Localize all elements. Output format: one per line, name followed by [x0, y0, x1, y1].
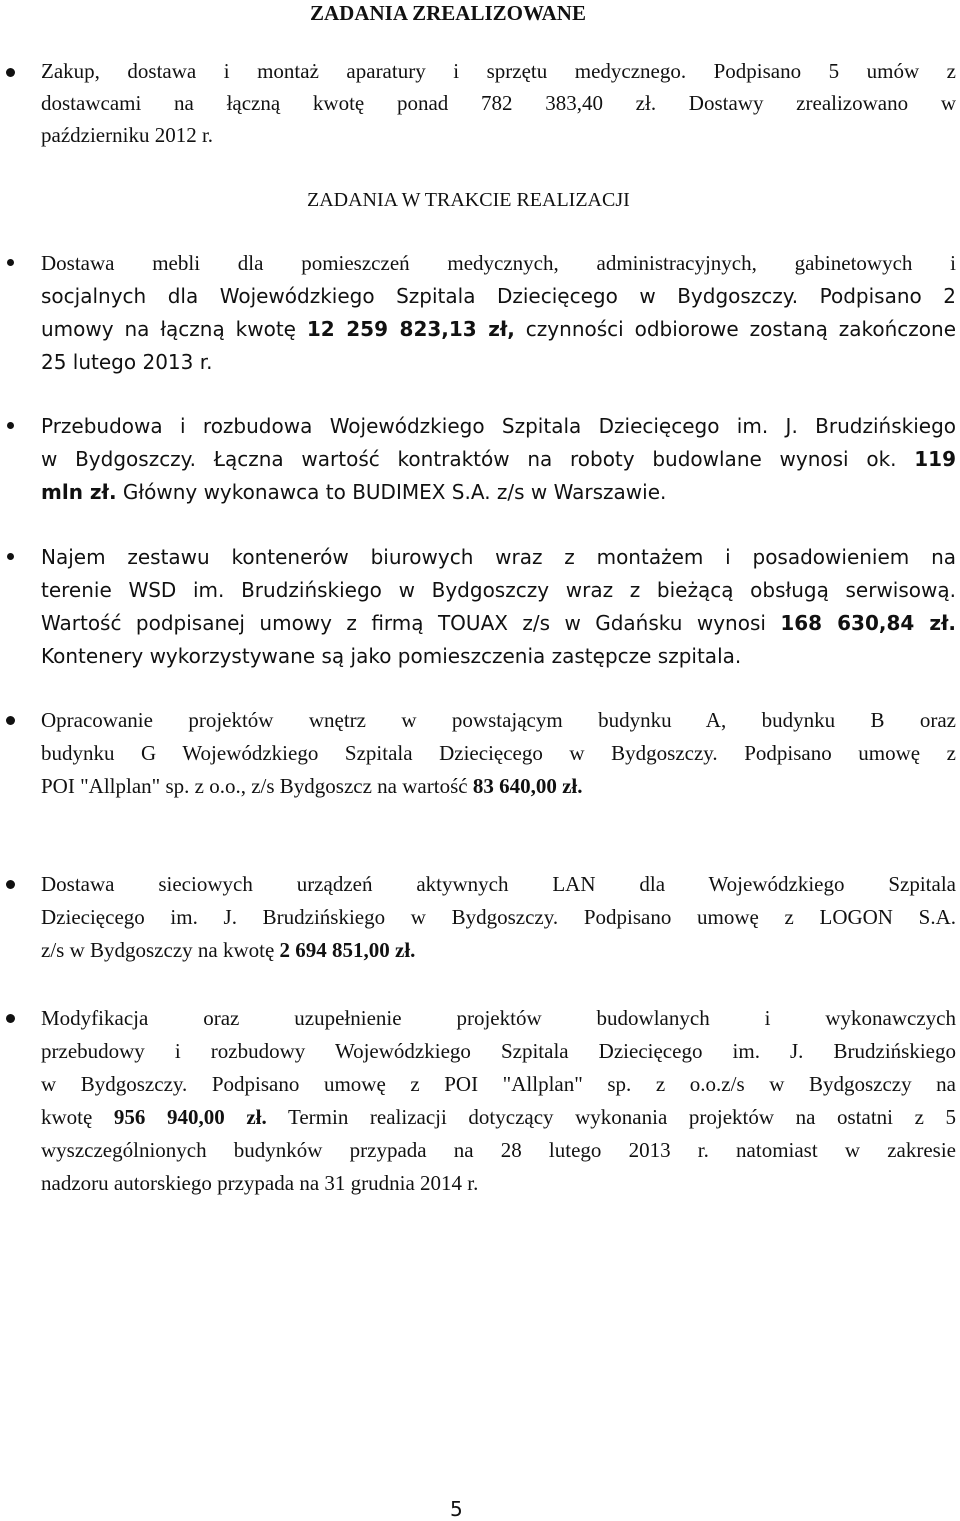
list-item-line: 25 lutego 2013 r. — [41, 350, 213, 374]
list-item-line: Dostawa sieciowych urządzeń aktywnych LAN dla Wojewódzkiego Szpitala — [41, 872, 956, 896]
list-item-line: Modyfikacja oraz uzupełnienie projektów budowlanych i wykonawczych — [41, 1006, 956, 1030]
list-item-line: terenie WSD im. Brudzińskiego w Bydgoszczy wraz z bieżącą obsługą serwisową. — [41, 578, 956, 602]
list-item-in-progress-6 — [41, 1002, 956, 1200]
list-item-in-progress-2 — [41, 410, 956, 509]
list-item-line: Przebudowa i rozbudowa Wojewódzkiego Szpitala Dziecięcego im. J. Brudzińskiego — [41, 414, 956, 438]
amount-text: 83 640,00 zł. — [472, 774, 583, 798]
list-item-line: Zakup, dostawa i montaż aparatury i sprzętu medycznego. Podpisano 5 umów z — [41, 59, 956, 83]
amount-text: 2 694 851,00 zł. — [279, 938, 416, 962]
list-item-in-progress-3 — [41, 541, 956, 673]
list-item-line: w Bydgoszczy. Łączna wartość kontraktów na roboty budowlane wynosi ok. 119 — [41, 447, 956, 471]
amount-text: 119 — [914, 447, 956, 471]
section-heading-completed: ZADANIA ZREALIZOWANE — [310, 1, 586, 25]
bullet-icon — [6, 1014, 15, 1023]
section-heading-in-progress: ZADANIA W TRAKCIE REALIZACJI — [307, 189, 630, 211]
list-item-line: Najem zestawu kontenerów biurowych wraz z montażem i posadowieniem na — [41, 545, 956, 569]
list-item-line: dostawcami na łączną kwotę ponad 782 383,40 zł. Dostawy zrealizowano w — [41, 91, 956, 115]
bullet-icon — [6, 68, 15, 77]
list-item-line: Kontenery wykorzystywane są jako pomieszczenia zastępcze szpitala. — [41, 644, 742, 668]
list-item-in-progress-4 — [41, 704, 956, 803]
amount-text: 12 259 823,13 zł, — [306, 317, 515, 341]
page-number: 5 — [450, 1497, 463, 1521]
list-item-line: POI "Allplan" sp. z o.o., z/s Bydgoszcz na wartość 83 640,00 zł. — [41, 774, 583, 798]
bullet-icon — [6, 880, 15, 889]
list-item-line: nadzoru autorskiego przypada na 31 grudnia 2014 r. — [41, 1171, 479, 1195]
bullet-icon — [6, 716, 15, 725]
list-item-line: z/s w Bydgoszczy na kwotę 2 694 851,00 zł. — [41, 938, 416, 962]
list-item-line: Dostawa mebli dla pomieszczeń medycznych, administracyjnych, gabinetowych i — [41, 251, 956, 275]
list-item-completed-1 — [41, 55, 956, 151]
list-item-line: Wartość podpisanej umowy z firmą TOUAX z/s w Gdańsku wynosi 168 630,84 zł. — [41, 611, 956, 635]
list-item-line: październiku 2012 r. — [41, 123, 214, 147]
list-item-line: w Bydgoszczy. Podpisano umowę z POI "Allplan" sp. z o.o.z/s w Bydgoszczy na — [41, 1072, 956, 1096]
list-item-line: przebudowy i rozbudowy Wojewódzkiego Szpitala Dziecięcego im. J. Brudzińskiego — [41, 1039, 956, 1063]
bullet-icon — [7, 553, 14, 560]
list-item-line: umowy na łączną kwotę 12 259 823,13 zł, czynności odbiorowe zostaną zakończone — [41, 317, 956, 341]
list-item-line: Dziecięcego im. J. Brudzińskiego w Bydgoszczy. Podpisano umowę z LOGON S.A. — [41, 905, 956, 929]
list-item-line: kwotę 956 940,00 zł. Termin realizacji dotyczący wykonania projektów na ostatni z 5 — [41, 1105, 957, 1129]
list-item-line: Opracowanie projektów wnętrz w powstającym budynku A, budynku B oraz — [41, 708, 956, 732]
bullet-icon — [7, 259, 14, 266]
list-item-line: mln zł. Główny wykonawca to BUDIMEX S.A. z/s w Warszawie. — [41, 480, 667, 504]
list-item-in-progress-1 — [41, 247, 956, 379]
list-item-in-progress-5 — [41, 868, 956, 967]
amount-text: 168 630,84 zł. — [780, 611, 956, 635]
list-item-line: budynku G Wojewódzkiego Szpitala Dziecięcego w Bydgoszczy. Podpisano umowę z — [41, 741, 956, 765]
amount-text: mln zł. — [41, 480, 117, 504]
list-item-line: socjalnych dla Wojewódzkiego Szpitala Dziecięcego w Bydgoszczy. Podpisano 2 — [41, 284, 956, 308]
list-item-line: wyszczególnionych budynków przypada na 28 lutego 2013 r. natomiast w zakresie — [41, 1138, 956, 1162]
bullet-icon — [7, 422, 14, 429]
amount-text: 956 940,00 zł. — [113, 1105, 267, 1129]
